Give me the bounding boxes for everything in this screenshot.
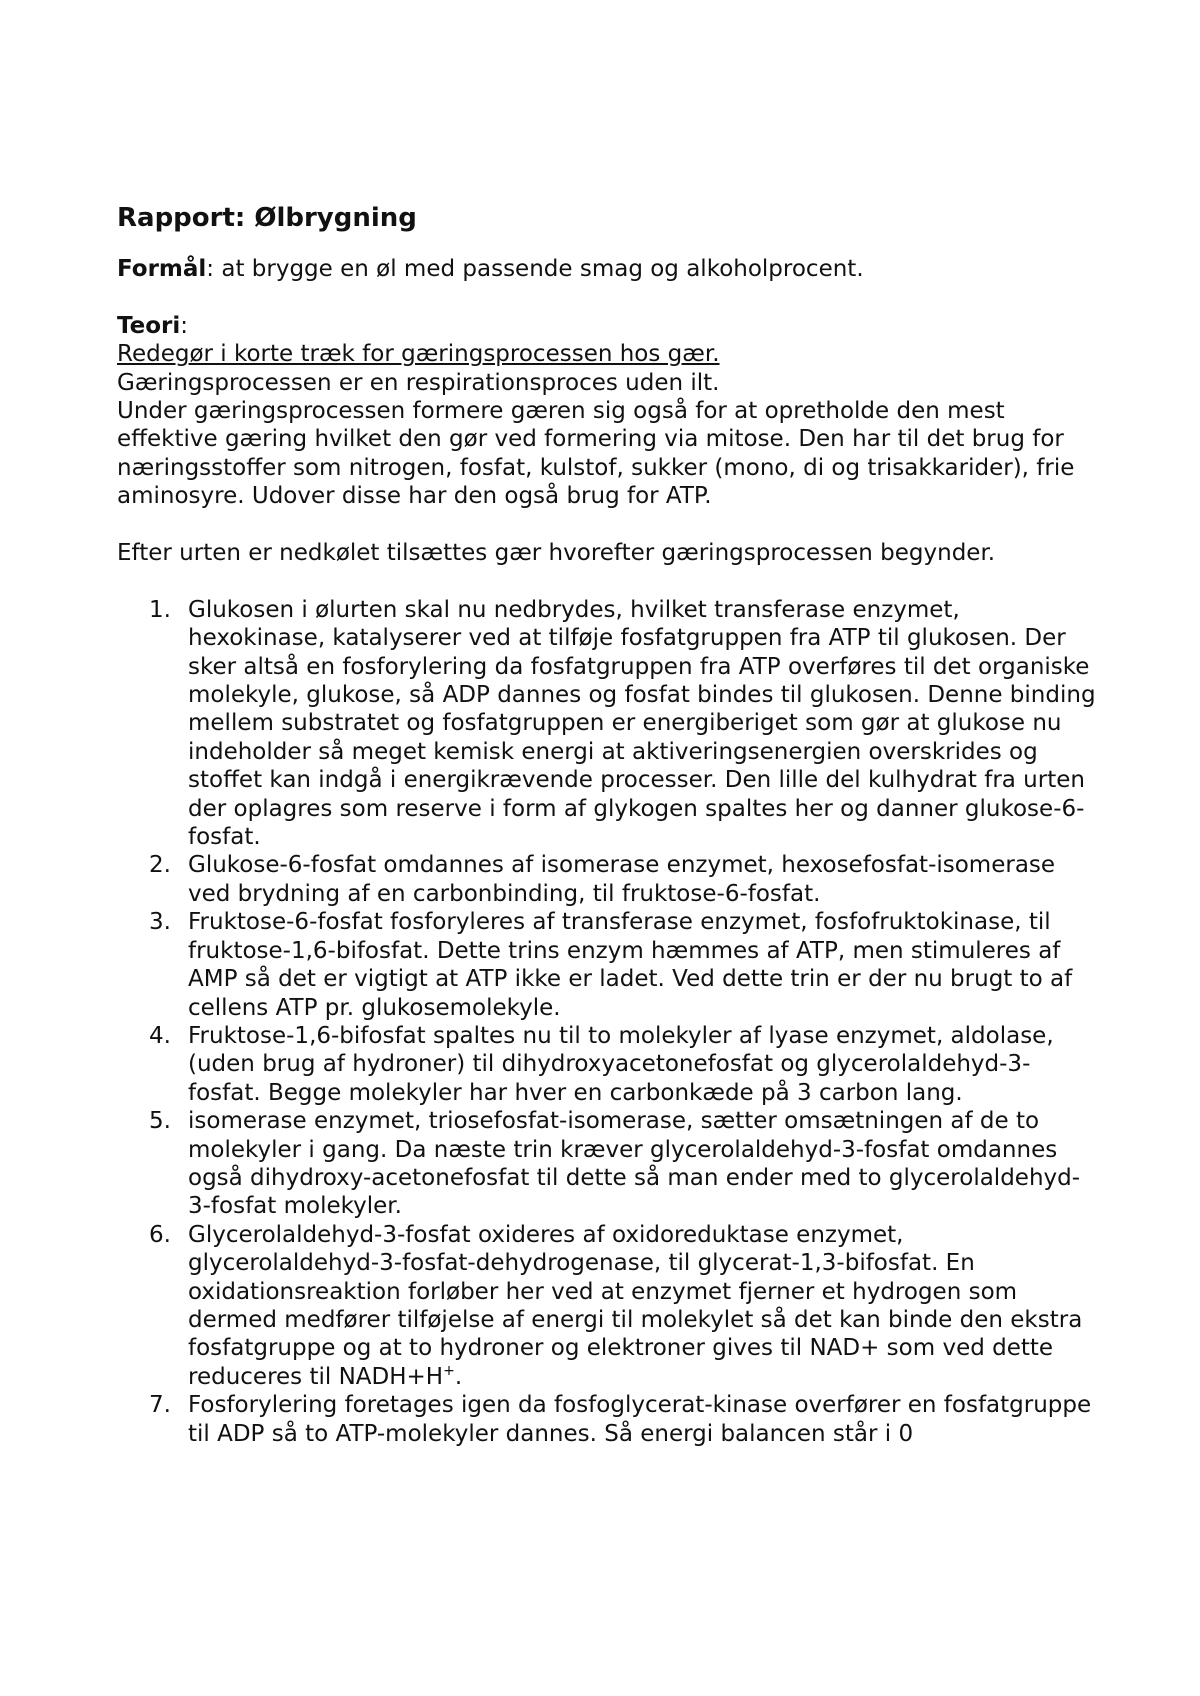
list-item-number: 1. xyxy=(149,596,171,623)
list-item-text: isomerase enzymet, triosefosfat-isomerase, sætter omsætningen af de to molekyler i gang. Da næste trin kræver glycerolaldehyd-3-fosfat omdannes også dihydroxy-acetonefosfat til dette så man ender med to glycerolaldehyd-3-fosfat molekyler. xyxy=(188,1108,1081,1220)
theory-line-1: Gæringsprocessen er en respirationsproces uden ilt. xyxy=(117,369,720,396)
list-item xyxy=(117,851,1097,908)
theory-label: Teori xyxy=(117,312,181,339)
list-item-text: Glukose-6-fosfat omdannes af isomerase enzymet, hexosefosfat-isomerase ved brydning af en carbonbinding, til fruktose-6-fosfat. xyxy=(188,852,1056,907)
list-item xyxy=(117,908,1097,1022)
list-item-text: Glycerolaldehyd-3-fosfat oxideres af oxidoreduktase enzymet, glycerolaldehyd-3-fosfat-dehydrogenase, til glycerat-1,3-bifosfat. En oxidationsreaktion forløber her ved at enzymet fjerner et hydrogen som dermed medfører tilføjelse af energi til molekylet så det kan binde den ekstra fosfatgruppe og at to hydroner og elektroner gives til NAD+ som ved dette reduceres til NADH+H xyxy=(188,1221,1083,1390)
spacer xyxy=(117,567,1097,595)
glycolysis-steps-list xyxy=(117,596,1097,1448)
list-item-tail: . xyxy=(454,1363,463,1390)
list-item xyxy=(117,1221,1097,1391)
document-title: Rapport: Ølbrygning xyxy=(117,203,417,233)
list-item-number: 5. xyxy=(149,1108,171,1135)
list-item-number: 3. xyxy=(149,909,171,936)
list-item-text: Fosforylering foretages igen da fosfoglycerat-kinase overfører en fosfatgruppe til ADP så to ATP-molekyler dannes. Så energi balancen står i 0 xyxy=(188,1392,1092,1447)
list-item xyxy=(117,1022,1097,1107)
list-item xyxy=(117,1107,1097,1221)
list-item xyxy=(117,596,1097,852)
theory-heading xyxy=(117,312,1097,340)
superscript-plus: + xyxy=(443,1362,455,1379)
purpose-text: at brygge en øl med passende smag og alkoholprocent. xyxy=(214,256,864,282)
list-item-number: 4. xyxy=(149,1022,171,1049)
purpose-colon: : xyxy=(206,256,215,282)
spacer xyxy=(117,511,1097,539)
document-page xyxy=(117,202,1097,1448)
list-item-number: 2. xyxy=(149,852,171,879)
list-item xyxy=(117,1391,1097,1448)
theory-colon: : xyxy=(180,312,189,339)
list-item-text: Glukosen i ølurten skal nu nedbrydes, hvilket transferase enzymet, hexokinase, katalyserer ved at tilføje fosfatgruppen fra ATP til glukosen. Der sker altså en fosforylering da fosfatgruppen fra ATP overføres til det organiske molekyle, glukose, så ADP dannes og fosfat bindes til glukosen. Denne binding mellem substratet og fosfatgruppen er energiberiget som gør at glukose nu indeholder så meget kemisk energi at aktiveringsenergien overskrides og stoffet kan indgå i energikrævende processer. Den lille del kulhydrat fra urten der oplagres som reserve i form af glykogen spaltes her og danner glukose-6-fosfat. xyxy=(188,596,1096,851)
spacer xyxy=(117,283,1097,311)
theory-paragraph-1: Under gæringsprocessen formere gæren sig også for at opretholde den mest effektive gæring hvilket den gør ved formering via mitose. Den har til det brug for næringsstoffer som nitrogen, fosfat, kulstof, sukker (mono, di og trisakkarider), frie aminosyre. Udover disse har den også brug for ATP. xyxy=(117,398,1075,510)
list-item-number: 6. xyxy=(149,1221,171,1248)
purpose-paragraph xyxy=(117,255,1097,283)
list-item-number: 7. xyxy=(149,1392,171,1419)
theory-paragraph-2: Efter urten er nedkølet tilsættes gær hvorefter gæringsprocessen begynder. xyxy=(117,540,996,567)
purpose-label: Formål xyxy=(117,256,207,282)
theory-question: Redegør i korte træk for gæringsprocessen hos gær. xyxy=(117,341,720,368)
list-item-text: Fruktose-6-fosfat fosforyleres af transferase enzymet, fosfofruktokinase, til fruktose-1,6-bifosfat. Dette trins enzym hæmmes af ATP, men stimuleres af AMP så det er vigtigt at ATP ikke er ladet. Ved dette trin er der nu brugt to af cellens ATP pr. glukosemolekyle. xyxy=(188,909,1073,1021)
list-item-text: Fruktose-1,6-bifosfat spaltes nu til to molekyler af lyase enzymet, aldolase, (uden brug af hydroner) til dihydroxyacetonefosfat og glycerolaldehyd-3-fosfat. Begge molekyler har hver en carbonkæde på 3 carbon lang. xyxy=(188,1022,1054,1106)
